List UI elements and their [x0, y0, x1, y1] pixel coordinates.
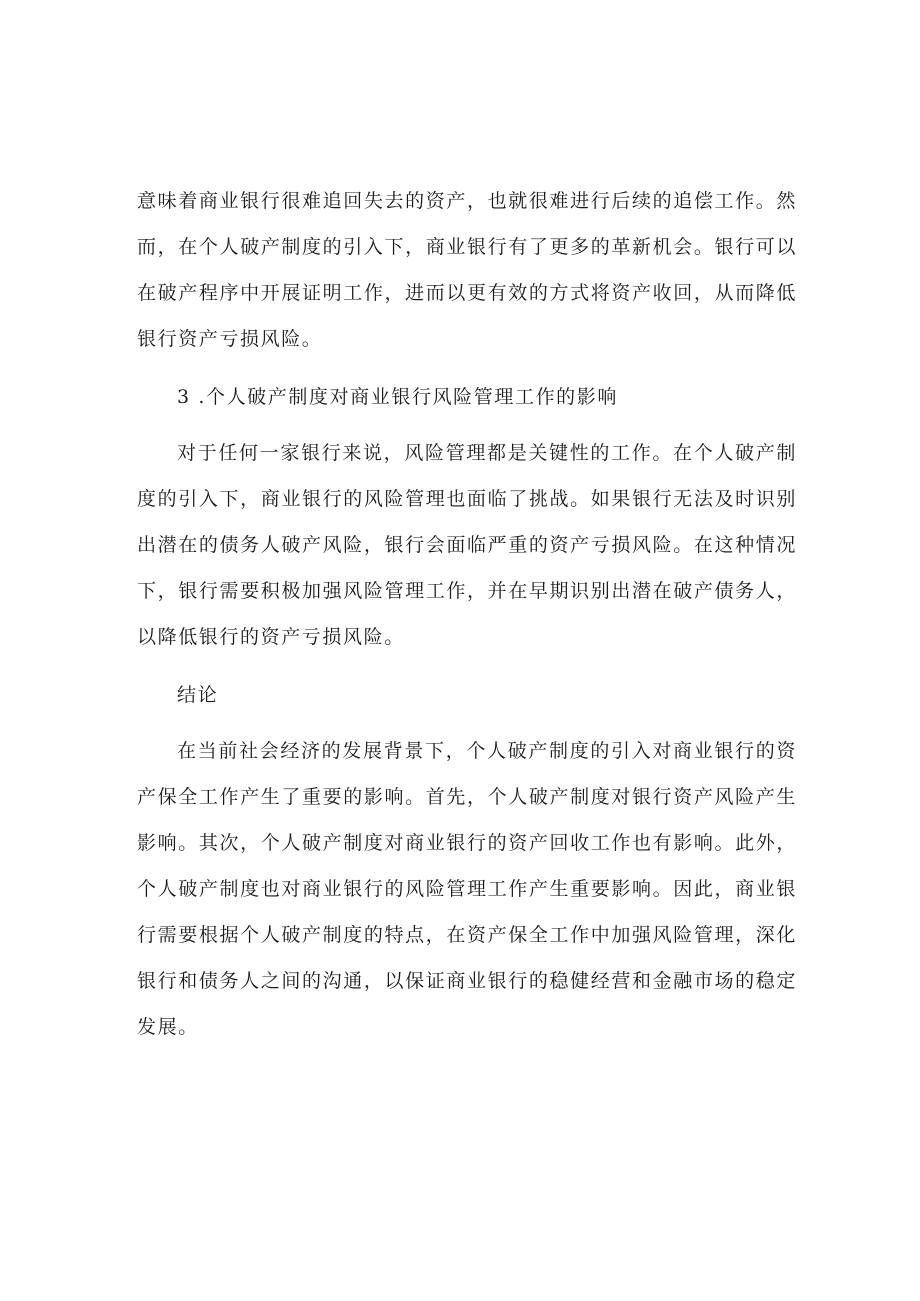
conclusion-heading: 结论: [177, 684, 219, 706]
conclusion-paragraph: 在当前社会经济的发展背景下，个人破产制度的引入对商业银行的资产保全工作产生了重要的影响。首先，个人破产制度对银行资产风险产生影响。其次，个人破产制度对商业银行的资产回收工作也有影响。此外，个人破产制度也对商业银行的风险管理工作产生重要影响。因此，商业银行需要根据个人破产制度的特点，在资产保全工作中加强风险管理，深化银行和债务人之间的沟通，以保证商业银行的稳健经营和金融市场的稳定发展。: [137, 740, 797, 1038]
document-body: [137, 178, 797, 1050]
section-paragraph: 对于任何一家银行来说，风险管理都是关键性的工作。在个人破产制度的引入下，商业银行的风险管理也面临了挑战。如果银行无法及时识别出潜在的债务人破产风险，银行会面临严重的资产亏损风险。在这种情况下，银行需要积极加强风险管理工作，并在早期识别出潜在破产债务人，以降低银行的资产亏损风险。: [137, 442, 797, 648]
section-heading: 3 .个人破产制度对商业银行风险管理工作的影响: [177, 386, 618, 408]
paragraph-continuation: 意味着商业银行很难追回失去的资产，也就很难进行后续的追偿工作。然而，在个人破产制度的引入下，商业银行有了更多的革新机会。银行可以在破产程序中开展证明工作，进而以更有效的方式将资产收回，从而降低银行资产亏损风险。: [137, 190, 797, 350]
